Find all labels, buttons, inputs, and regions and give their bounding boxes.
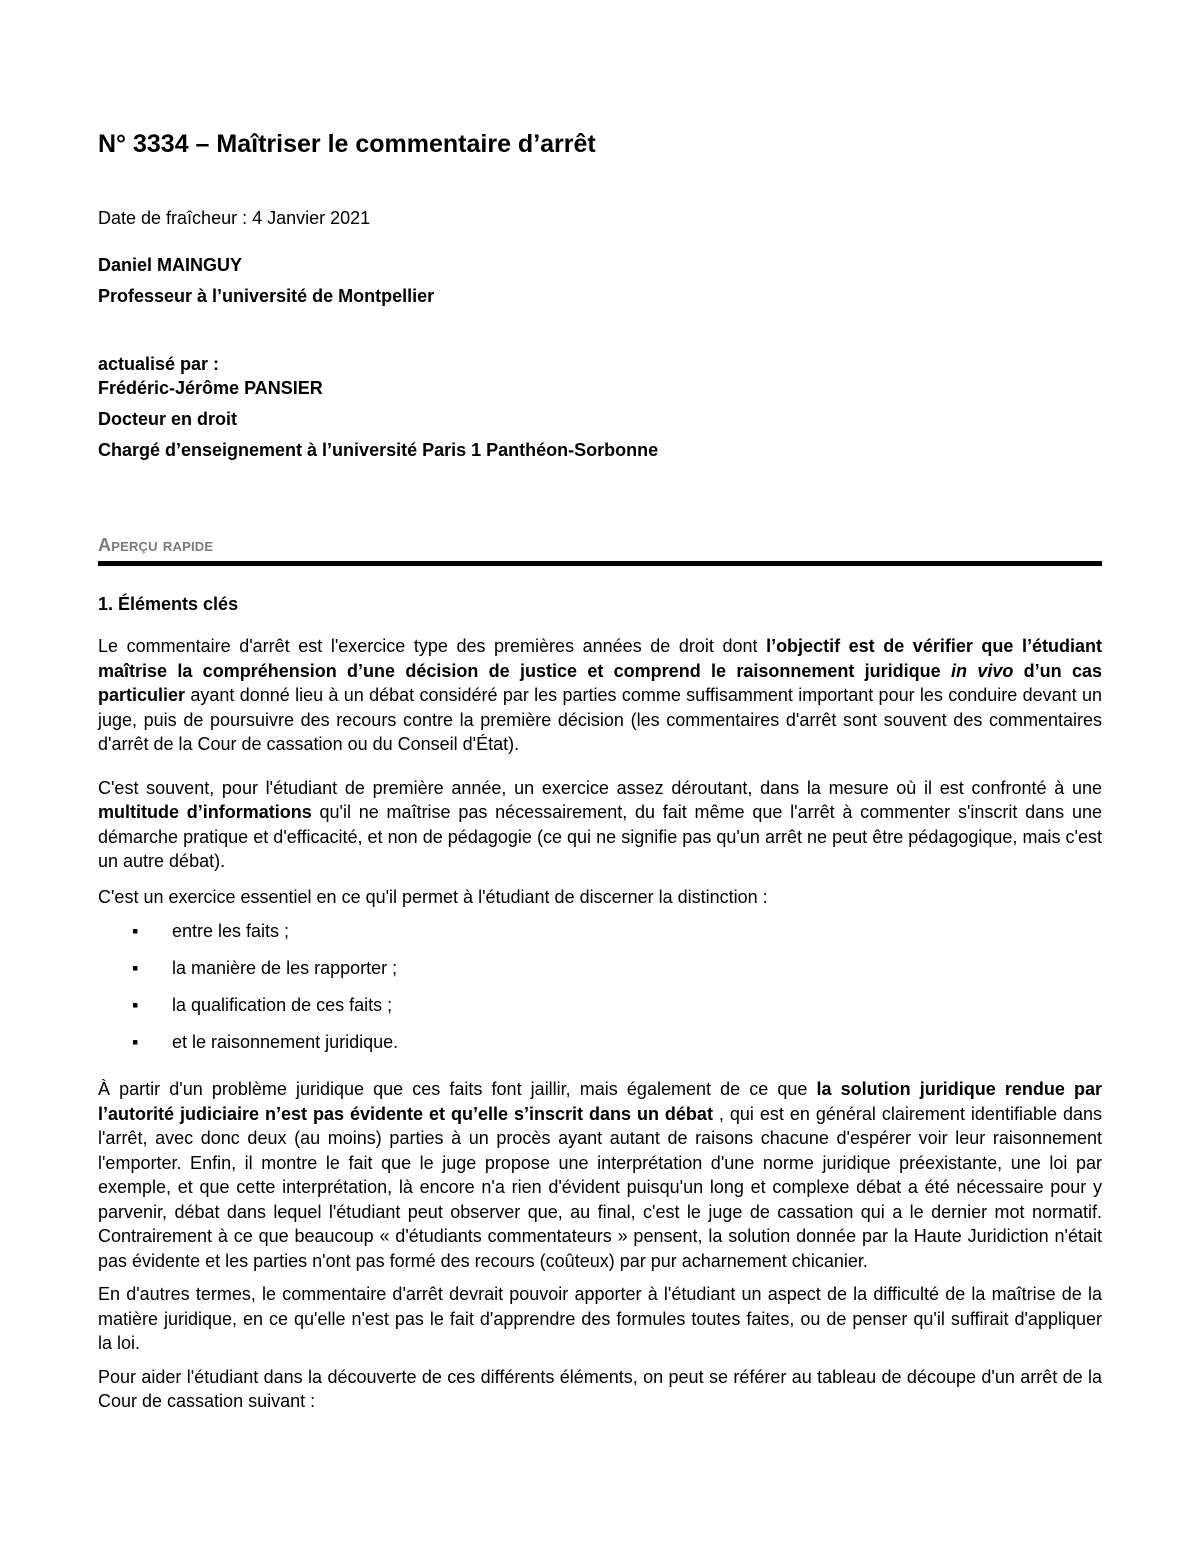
emphasis-in-vivo: in vivo (951, 660, 1014, 681)
bullet-icon: ▪ (132, 995, 139, 1015)
emphasis-solution: la solution juridique rendue par l’autorité judiciaire n’est pas évidente et qu’elle s’inscrit dans un débat (98, 1079, 1102, 1124)
updater-name: Frédéric-Jérôme PANSIER (98, 378, 323, 398)
paragraph-1: Le commentaire d'arrêt est l'exercice type des premières années de droit dont l’objectif est de vérifier que l’étudiant maîtrise la compréhension d’une décision de justice et comprend le raisonnement juridique in vivo d’un cas particulier ayant donné lieu à un débat considéré par les parties comme suffisamment important pour les conduire devant un juge, puis de poursuivre des recours contre la première décision (les commentaires d'arrêt sont souvent des commentaires d'arrêt de la Cour de cassation ou du Conseil d'État). (98, 636, 1102, 754)
emphasis-objective: l’objectif est de vérifier que l’étudiant maîtrise la compréhension d’une décision de justice et comprend le raisonnement juridique (98, 636, 1102, 681)
bullet-icon: ▪ (132, 1032, 139, 1052)
paragraph-3: C'est un exercice essentiel en ce qu'il permet à l'étudiant de discerner la distinction : (98, 886, 768, 907)
list-item: ▪ entre les faits ; (132, 921, 290, 941)
section-divider (98, 561, 1102, 566)
list-item: ▪ et le raisonnement juridique. (132, 1032, 399, 1052)
updater-role: Chargé d’enseignement à l’université Paris 1 Panthéon-Sorbonne (98, 440, 659, 460)
distinction-list (98, 919, 1102, 1067)
bullet-icon: ▪ (132, 921, 139, 941)
freshness-date: Date de fraîcheur : 4 Janvier 2021 (98, 208, 371, 228)
bullet-icon: ▪ (132, 958, 139, 978)
emphasis-multitude: multitude d’informations (98, 802, 312, 822)
document-body (98, 634, 1102, 1414)
updater-degree: Docteur en droit (98, 409, 238, 429)
paragraph-6: Pour aider l'étudiant dans la découverte de ces différents éléments, on peut se référer au tableau de découpe d'un arrêt de la Cour de cassation suivant : (98, 1366, 1102, 1411)
paragraph-5: En d'autres termes, le commentaire d'arrêt devrait pouvoir apporter à l'étudiant un aspect de la difficulté de la maîtrise de la matière juridique, en ce qu'elle n'est pas le fait d'apprendre des formules toutes faites, ou de penser qu'il suffirait d'appliquer la loi. (98, 1284, 1102, 1353)
author-role: Professeur à l’université de Montpellier (98, 286, 435, 306)
document-title: N° 3334 – Maîtriser le commentaire d’arrêt (98, 130, 596, 158)
paragraph-2: C'est souvent, pour l'étudiant de première année, un exercice assez déroutant, dans la mesure où il est confronté à une multitude d’informations qu'il ne maîtrise pas nécessairement, du fait même que l'arrêt à commenter s'inscrit dans une démarche pratique et d'efficacité, et non de pédagogie (ce qui ne signifie pas qu'un arrêt ne peut être pédagogique, mais c'est un autre débat). (98, 777, 1102, 871)
paragraph-4: À partir d'un problème juridique que ces faits font jaillir, mais également de ce que la solution juridique rendue par l’autorité judiciaire n’est pas évidente et qu’elle s’inscrit dans un débat , qui est en général clairement identifiable dans l'arrêt, avec donc deux (au moins) parties à un procès ayant autant de raisons chacune d'espérer voir leur raisonnement l'emporter. Enfin, il montre le fait que le juge propose une interprétation d'une norme juridique préexistante, une loi par exemple, et que cette interprétation, là encore n'a rien d'évident puisqu'un long et complexe débat a été nécessaire pour y parvenir, débat dans lequel l'étudiant peut observer que, au final, c'est le juge de cassation qui a le dernier mot normatif. Contrairement à ce que beaucoup « d'étudiants commentateurs » pensent, la solution donnée par la Haute Juridiction n'était pas évidente et les parties n'ont pas formé des recours (coûteux) par pur acharnement chicanier. (98, 1079, 1102, 1271)
emphasis-cas-particulier: d’un cas particulier (98, 660, 1102, 705)
subsection-heading: 1. Éléments clés (98, 594, 239, 614)
updated-by-label: actualisé par : (98, 354, 220, 374)
list-item: ▪ la qualification de ces faits ; (132, 995, 393, 1015)
author-name: Daniel MAINGUY (98, 255, 243, 275)
list-item: ▪ la manière de les rapporter ; (132, 958, 398, 978)
section-heading: Aperçu rapide (98, 535, 214, 555)
